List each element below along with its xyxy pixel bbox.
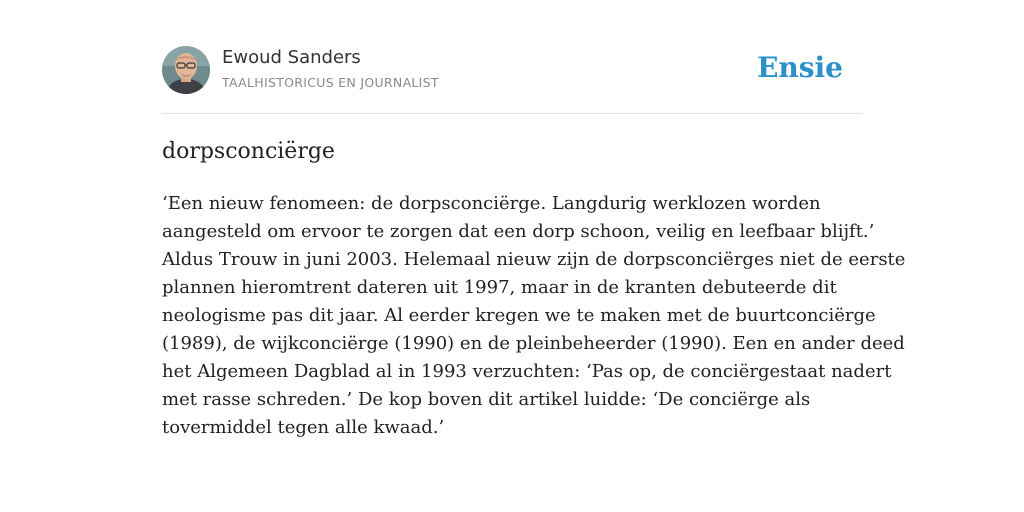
entry-body-line: (1989), de wijkconciërge (1990) en de pleinbeheerder (1990). Een en ander deed xyxy=(162,333,905,354)
header-divider xyxy=(162,113,862,114)
ensie-logo[interactable]: Ensie xyxy=(757,51,843,84)
entry-title: dorpsconciërge xyxy=(162,139,335,164)
author-header xyxy=(162,46,862,96)
author-name[interactable]: Ewoud Sanders xyxy=(222,47,361,68)
entry-body-line: plannen hieromtrent dateren uit 1997, maar in de kranten debuteerde dit xyxy=(162,277,837,298)
entry-body-line: aangesteld om ervoor te zorgen dat een dorp schoon, veilig en leefbaar blijft.’ xyxy=(162,221,875,242)
avatar-photo xyxy=(162,46,210,94)
entry-body-line: het Algemeen Dagblad al in 1993 verzuchten: ‘Pas op, de conciërgestaat nadert xyxy=(162,361,892,382)
entry-body xyxy=(162,190,906,442)
entry-body-line: tovermiddel tegen alle kwaad.’ xyxy=(162,417,445,438)
entry-body-line: neologisme pas dit jaar. Al eerder kregen we te maken met de buurtconciërge xyxy=(162,305,876,326)
author-avatar[interactable] xyxy=(162,46,210,94)
entry-body-line: met rasse schreden.’ De kop boven dit artikel luidde: ‘De conciërge als xyxy=(162,389,811,410)
entry-body-line: ‘Een nieuw fenomeen: de dorpsconciërge. Langdurig werklozen worden xyxy=(162,193,821,214)
entry-body-line: Aldus Trouw in juni 2003. Helemaal nieuw zijn de dorpsconciërges niet de eerste xyxy=(162,249,906,270)
author-role: TAALHISTORICUS EN JOURNALIST xyxy=(222,75,439,90)
